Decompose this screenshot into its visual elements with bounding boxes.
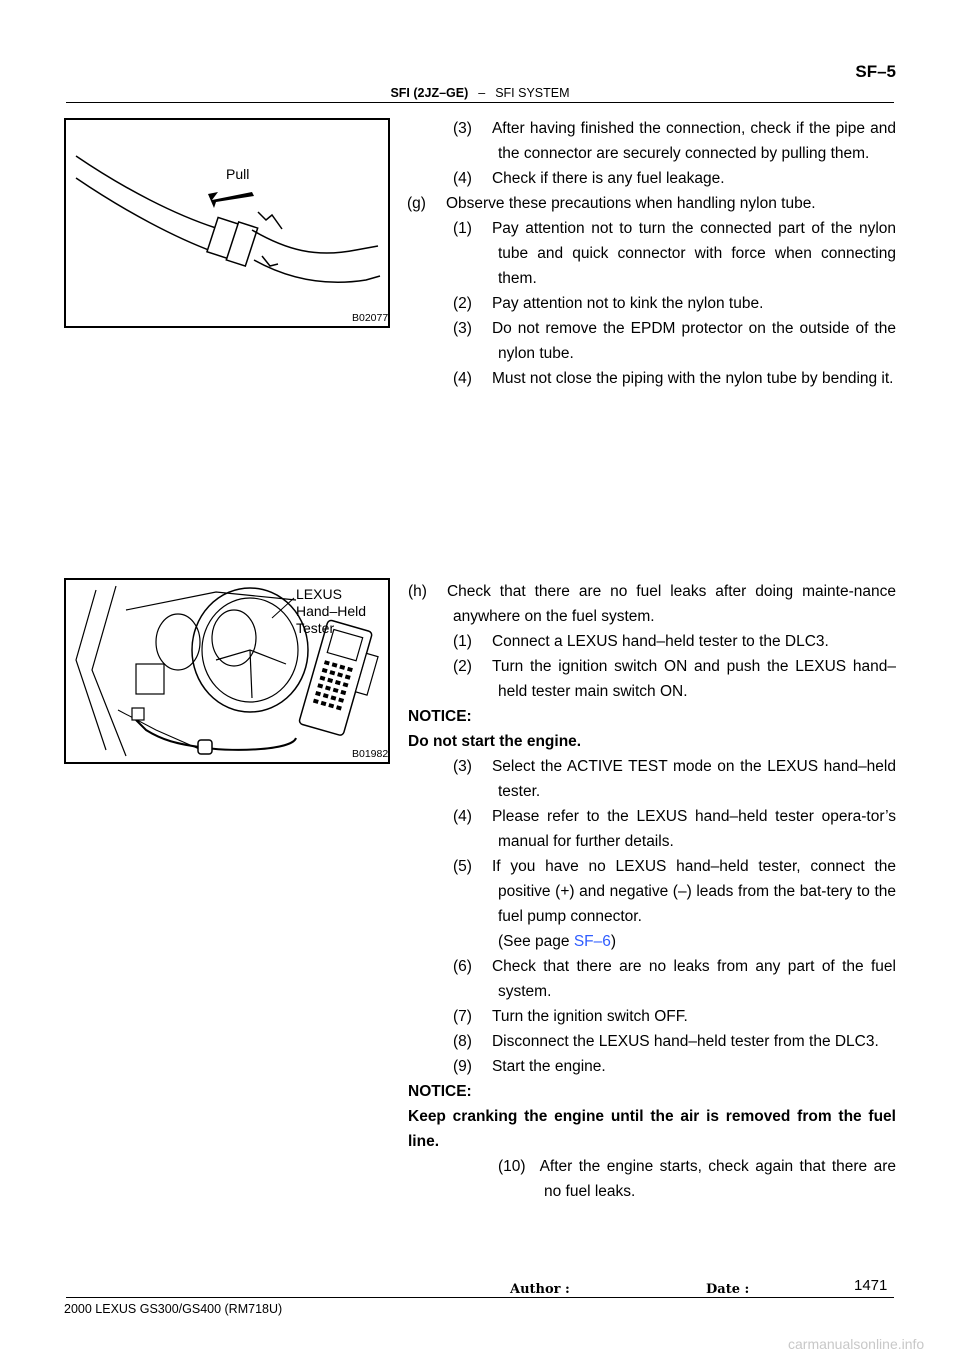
footer-rule — [66, 1297, 894, 1298]
figure-code: B02077 — [352, 312, 389, 324]
page-number: 1471 — [854, 1277, 888, 1294]
step-item: (4) Please refer to the LEXUS hand–held tester opera-tor’s manual for further details. — [453, 808, 896, 850]
figure-pipe-connector — [64, 118, 390, 328]
step-item: (3) After having finished the connection, check if the pipe and the connector are securely connected by pulling them. — [453, 120, 896, 162]
step-item: (9) Start the engine. — [453, 1058, 606, 1075]
running-header — [0, 86, 960, 100]
figure-label-pull: Pull — [226, 166, 250, 182]
watermark: carmanualsonline.info — [788, 1336, 925, 1352]
section-2 — [408, 579, 896, 1204]
footer-author: Author : — [510, 1282, 570, 1297]
step-item: (g) Observe these precautions when handling nylon tube. — [407, 195, 816, 212]
header-separator: – — [478, 86, 486, 100]
page-link-sf6[interactable]: SF–6 — [573, 933, 611, 950]
step-item: (1) Connect a LEXUS hand–held tester to the DLC3. — [453, 633, 829, 650]
figure-label-tester — [296, 586, 366, 637]
step-item: (7) Turn the ignition switch OFF. — [453, 1008, 688, 1025]
step-item: (4) Check if there is any fuel leakage. — [453, 170, 725, 187]
notice-text: Do not start the engine. — [408, 733, 582, 750]
step-item: (4) Must not close the piping with the nylon tube by bending it. — [453, 370, 894, 387]
step-item: (3) Do not remove the EPDM protector on the outside of the nylon tube. — [453, 320, 896, 362]
step-item: (10) After the engine starts, check again that there are no fuel leaks. — [498, 1158, 896, 1200]
pipe-connector-illustration — [66, 120, 388, 326]
header-left: SFI (2JZ–GE) — [390, 86, 469, 100]
step-item: (2) Turn the ignition switch ON and push the LEXUS hand–held tester main switch ON. — [453, 658, 896, 700]
step-item: (8) Disconnect the LEXUS hand–held tester from the DLC3. — [453, 1033, 879, 1050]
step-item: (6) Check that there are no leaks from any part of the fuel system. — [453, 958, 896, 1000]
page-id: SF–5 — [855, 62, 896, 81]
step-item: (h) Check that there are no fuel leaks after doing mainte-nance anywhere on the fuel system. — [408, 583, 896, 625]
header-right: SFI SYSTEM — [495, 86, 570, 100]
section-1 — [408, 116, 896, 391]
figure-label-line: Hand–Held — [296, 603, 367, 619]
header-rule — [66, 102, 894, 103]
step-item: (1) Pay attention not to turn the connected part of the nylon tube and quick connector with force when connecting them. — [453, 220, 896, 287]
figure-hand-held-tester — [64, 578, 390, 764]
footer-book-ref: 2000 LEXUS GS300/GS400 (RM718U) — [64, 1302, 283, 1316]
figure-label-line: LEXUS — [296, 586, 342, 602]
notice-title: NOTICE: — [408, 708, 472, 725]
footer-date: Date : — [706, 1282, 750, 1297]
step-item: (5) If you have no LEXUS hand–held tester, connect the positive (+) and negative (–) leads from the bat-tery to the fuel pump connector. — [453, 858, 896, 925]
figure-label-line: Tester — [296, 620, 335, 636]
step-item: (2) Pay attention not to kink the nylon tube. — [453, 295, 764, 312]
page-reference: (See page SF–6) — [498, 933, 617, 950]
step-item: (3) Select the ACTIVE TEST mode on the LEXUS hand–held tester. — [453, 758, 896, 800]
figure-code: B01982 — [352, 748, 389, 760]
notice-title: NOTICE: — [408, 1083, 472, 1100]
notice-text: Keep cranking the engine until the air is removed from the fuel line. — [408, 1108, 896, 1150]
